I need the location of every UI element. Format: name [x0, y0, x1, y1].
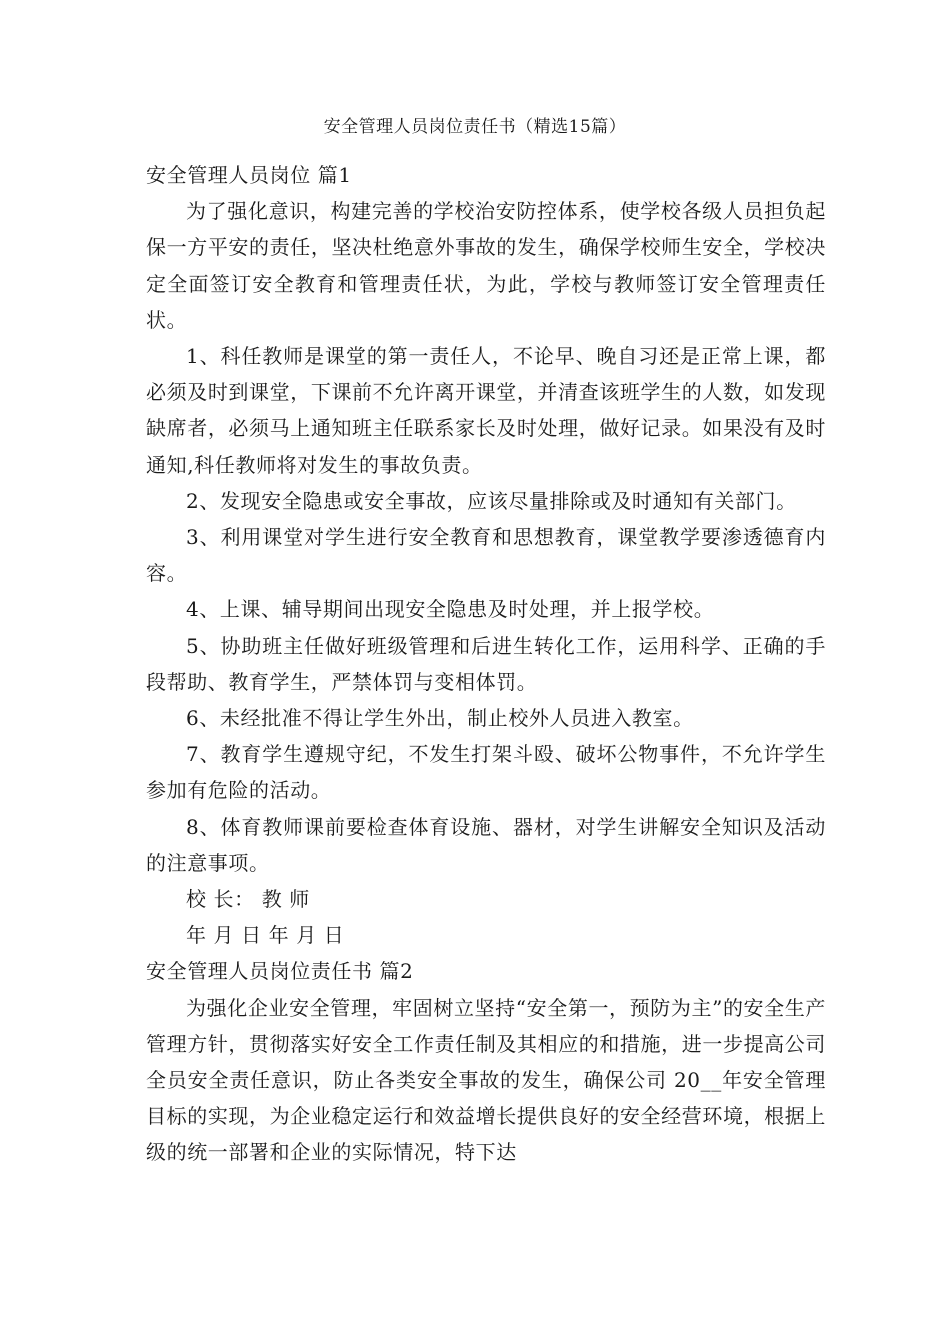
section-1-intro: 为了强化意识，构建完善的学校治安防控体系，使学校各级人员担负起保一方平安的责任，坚决杜绝意外事故的发生，确保学校师生安全，学校决定全面签订安全教育和管理责任状，为此，学校与教师签订安全管理责任状。 — [146, 199, 826, 332]
section-2-intro: 为强化企业安全管理，牢固树立坚持“安全第一，预防为主”的安全生产管理方针，贯彻落实好安全工作责任制及其相应的和措施，进一步提高公司全员安全责任意识，防止各类安全事故的发生，确保公司 20__年安全管理目标的实现，为企业稳定运行和效益增长提供良好的安全经营环境，根据上级的统一部署和企业的实际情况，特下达 — [146, 995, 826, 1165]
section-1-item-6: 6、未经批准不得让学生外出，制止校外人员进入教室。 — [186, 706, 694, 731]
document-body — [146, 157, 826, 1171]
date-line: 年 月 日 年 月 日 — [186, 923, 345, 948]
signature-line: 校 长： 教 师 — [186, 887, 310, 912]
section-1-heading: 安全管理人员岗位 篇1 — [146, 163, 352, 187]
section-2-heading: 安全管理人员岗位责任书 篇2 — [146, 959, 414, 984]
section-1-item-1: 1、科任教师是课堂的第一责任人，不论早、晚自习还是正常上课，都必须及时到课堂，下课前不允许离开课堂，并清查该班学生的人数，如发现缺席者，必须马上通知班主任联系家长及时处理，做好记录。如果没有及时通知,科任教师将对发生的事故负责。 — [146, 344, 826, 477]
section-1-item-2: 2、发现安全隐患或安全事故，应该尽量排除或及时通知有关部门。 — [186, 488, 797, 513]
section-1-item-7: 7、教育学生遵规守纪，不发生打架斗殴、破坏公物事件，不允许学生参加有危险的活动。 — [146, 742, 826, 803]
section-1-item-3: 3、利用课堂对学生进行安全教育和思想教育，课堂教学要渗透德育内容。 — [146, 525, 826, 586]
document-title: 安全管理人员岗位责任书（精选15篇） — [323, 117, 627, 137]
section-1-item-5: 5、协助班主任做好班级管理和后进生转化工作，运用科学、正确的手段帮助、教育学生，严禁体罚与变相体罚。 — [146, 633, 826, 694]
section-1-item-8: 8、体育教师课前要检查体育设施、器材，对学生讲解安全知识及活动的注意事项。 — [146, 814, 826, 875]
section-1-item-4: 4、上课、辅导期间出现安全隐患及时处理，并上报学校。 — [186, 597, 715, 622]
